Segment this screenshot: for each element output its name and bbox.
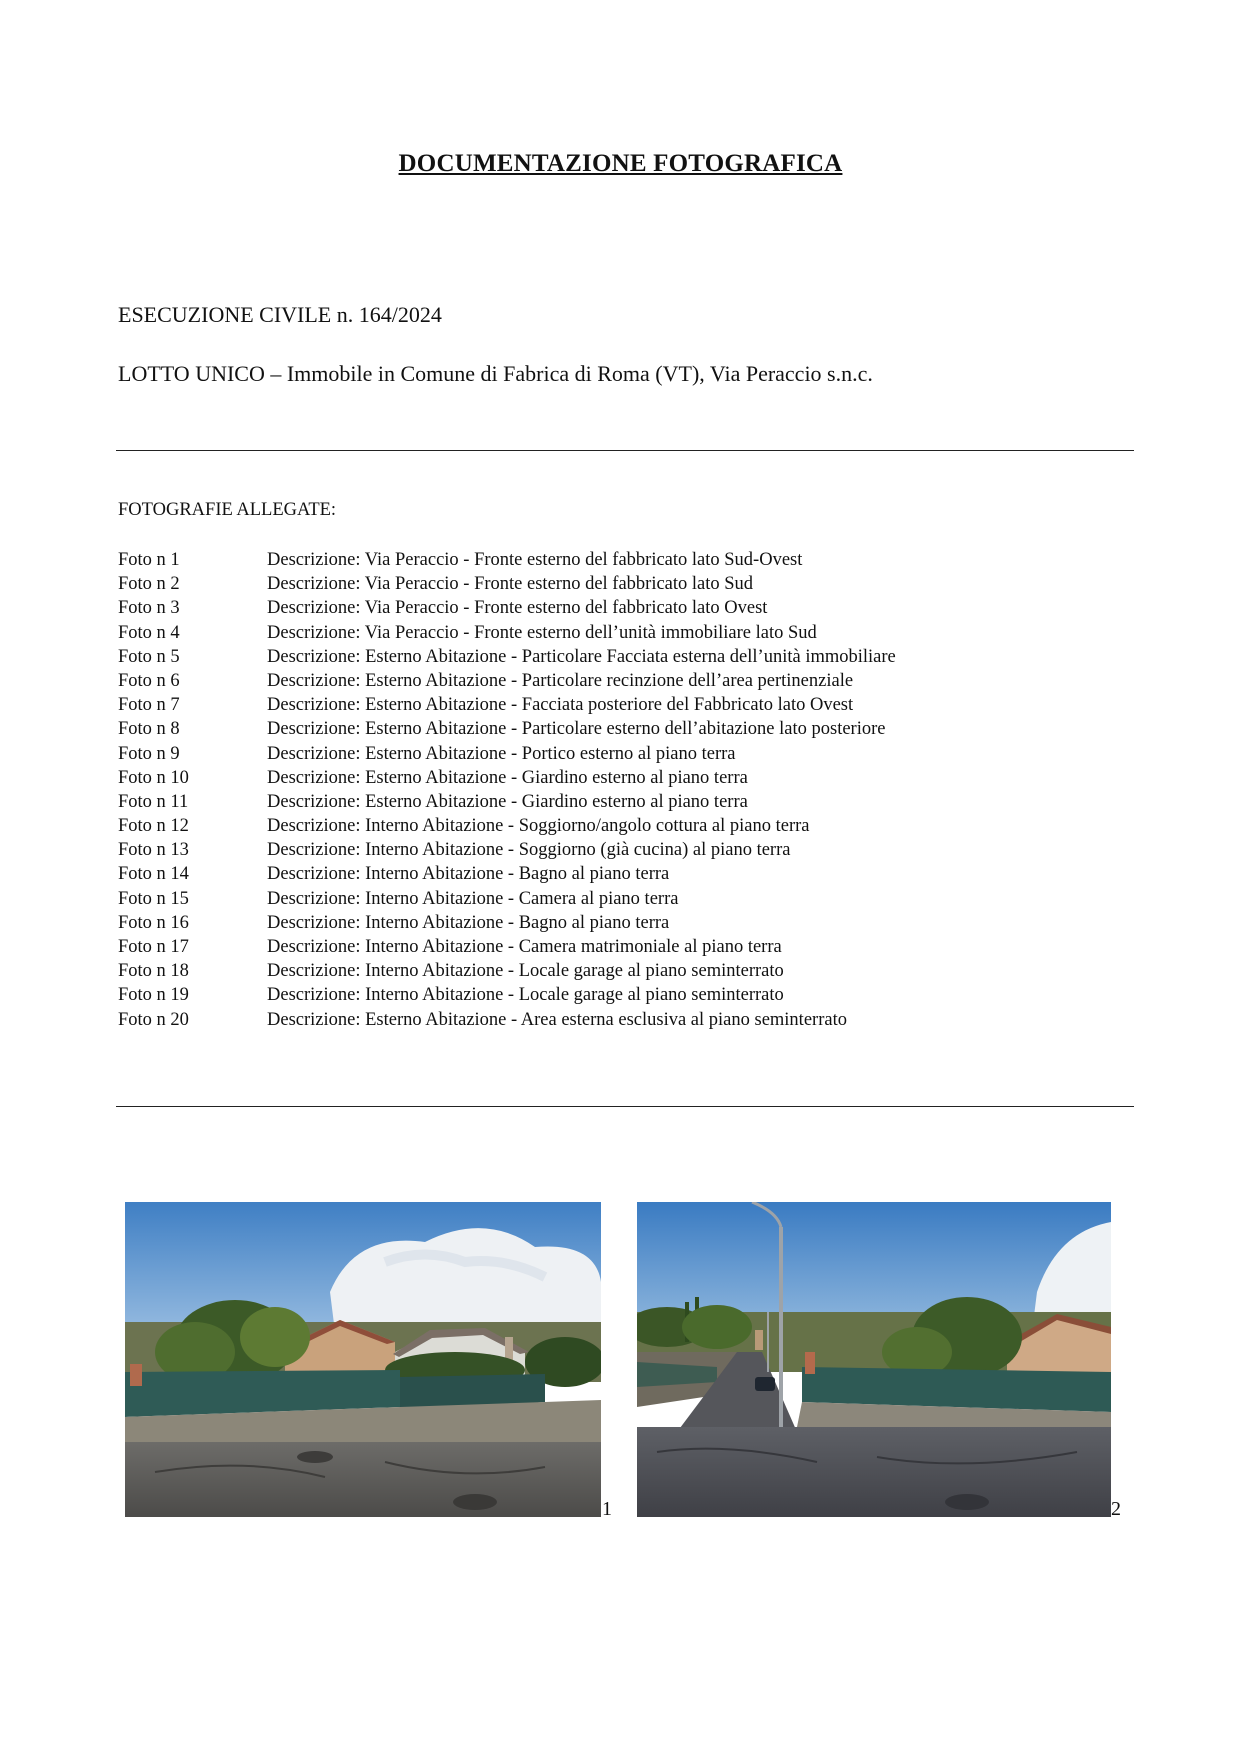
procedure-number: ESECUZIONE CIVILE n. 164/2024	[118, 302, 442, 327]
photo-list-item	[118, 887, 896, 911]
photo-description: Descrizione: Via Peraccio - Fronte esterno dell’unità immobiliare lato Sud	[267, 622, 817, 643]
photo-list-item	[118, 911, 896, 935]
photo-label: Foto n 4	[118, 622, 180, 643]
photo-description: Descrizione: Esterno Abitazione - Area esterna esclusiva al piano seminterrato	[267, 1009, 847, 1030]
photo-label: Foto n 16	[118, 912, 189, 933]
divider-top	[116, 450, 1134, 451]
photo-label: Foto n 3	[118, 598, 180, 619]
photo-description: Descrizione: Interno Abitazione - Bagno al piano terra	[267, 864, 670, 885]
photo-list-item	[118, 693, 896, 717]
photo-list-item	[118, 548, 896, 572]
photo-list-item	[118, 766, 896, 790]
photo-label: Foto n 1	[118, 550, 180, 570]
photo-1	[125, 1202, 601, 1517]
photo-list	[118, 548, 896, 1032]
photo-description: Descrizione: Esterno Abitazione - Facciata posteriore del Fabbricato lato Ovest	[267, 695, 854, 716]
photo-label: Foto n 19	[118, 985, 189, 1006]
photo-description: Descrizione: Via Peraccio - Fronte esterno del fabbricato lato Sud-Ovest	[267, 550, 803, 570]
photo-list-item	[118, 1008, 896, 1032]
photo-label: Foto n 11	[118, 791, 189, 812]
photo-description: Descrizione: Interno Abitazione - Locale garage al piano seminterrato	[267, 961, 784, 982]
photo-label: Foto n 8	[118, 719, 180, 740]
photo-description: Descrizione: Interno Abitazione - Locale garage al piano seminterrato	[267, 985, 784, 1006]
photo-description: Descrizione: Esterno Abitazione - Portico esterno al piano terra	[267, 743, 736, 764]
photo-list-item	[118, 742, 896, 766]
photo-label: Foto n 15	[118, 888, 189, 909]
photo-description: Descrizione: Esterno Abitazione - Particolare recinzione dell’area pertinenziale	[267, 670, 854, 691]
document-title: DOCUMENTAZIONE FOTOGRAFICA	[398, 150, 843, 177]
photo-label: Foto n 17	[118, 937, 189, 957]
photo-description: Descrizione: Interno Abitazione - Bagno al piano terra	[267, 912, 670, 933]
photo-list-item	[118, 790, 896, 814]
photo-description: Descrizione: Interno Abitazione - Camera matrimoniale al piano terra	[267, 937, 782, 957]
photo-2	[637, 1202, 1111, 1517]
photo-list-item	[118, 959, 896, 983]
photo-2-image	[637, 1202, 1111, 1517]
photo-list-item	[118, 838, 896, 862]
photo-label: Foto n 12	[118, 816, 189, 837]
photo-list-item	[118, 572, 896, 596]
photo-list-item	[118, 645, 896, 669]
photo-number-1: 1	[602, 1498, 612, 1520]
photo-label: Foto n 6	[118, 670, 180, 691]
photo-label: Foto n 13	[118, 840, 189, 861]
photo-list-item	[118, 621, 896, 645]
photo-label: Foto n 20	[118, 1009, 189, 1030]
photo-list-item	[118, 983, 896, 1007]
photo-list-item	[118, 935, 896, 959]
photo-description: Descrizione: Via Peraccio - Fronte esterno del fabbricato lato Ovest	[267, 598, 768, 619]
photo-list-item	[118, 862, 896, 886]
photo-description: Descrizione: Via Peraccio - Fronte esterno del fabbricato lato Sud	[267, 574, 754, 595]
photo-description: Descrizione: Esterno Abitazione - Particolare esterno dell’abitazione lato posteriore	[267, 719, 886, 740]
photo-list-item	[118, 814, 896, 838]
photo-list-heading: FOTOGRAFIE ALLEGATE:	[118, 500, 337, 520]
photo-label: Foto n 14	[118, 864, 189, 885]
lot-description: LOTTO UNICO – Immobile in Comune di Fabrica di Roma (VT), Via Peraccio s.n.c.	[118, 361, 873, 386]
photo-list-item	[118, 669, 896, 693]
photo-description: Descrizione: Interno Abitazione - Soggiorno (già cucina) al piano terra	[267, 840, 791, 861]
photo-label: Foto n 9	[118, 743, 180, 764]
photo-description: Descrizione: Esterno Abitazione - Particolare Facciata esterna dell’unità immobiliare	[267, 646, 896, 667]
photo-label: Foto n 2	[118, 574, 180, 595]
photo-1-image	[125, 1202, 601, 1517]
photo-label: Foto n 5	[118, 646, 180, 667]
divider-bottom	[116, 1106, 1134, 1107]
photo-list-item	[118, 717, 896, 741]
photo-label: Foto n 18	[118, 961, 189, 982]
photo-number-2: 2	[1111, 1498, 1121, 1520]
photo-label: Foto n 10	[118, 767, 189, 788]
photo-label: Foto n 7	[118, 695, 180, 716]
photo-description: Descrizione: Esterno Abitazione - Giardino esterno al piano terra	[267, 791, 748, 812]
photo-description: Descrizione: Esterno Abitazione - Giardino esterno al piano terra	[267, 767, 748, 788]
photo-list-item	[118, 596, 896, 620]
photo-description: Descrizione: Interno Abitazione - Camera al piano terra	[267, 888, 679, 909]
photo-description: Descrizione: Interno Abitazione - Soggiorno/angolo cottura al piano terra	[267, 816, 810, 837]
